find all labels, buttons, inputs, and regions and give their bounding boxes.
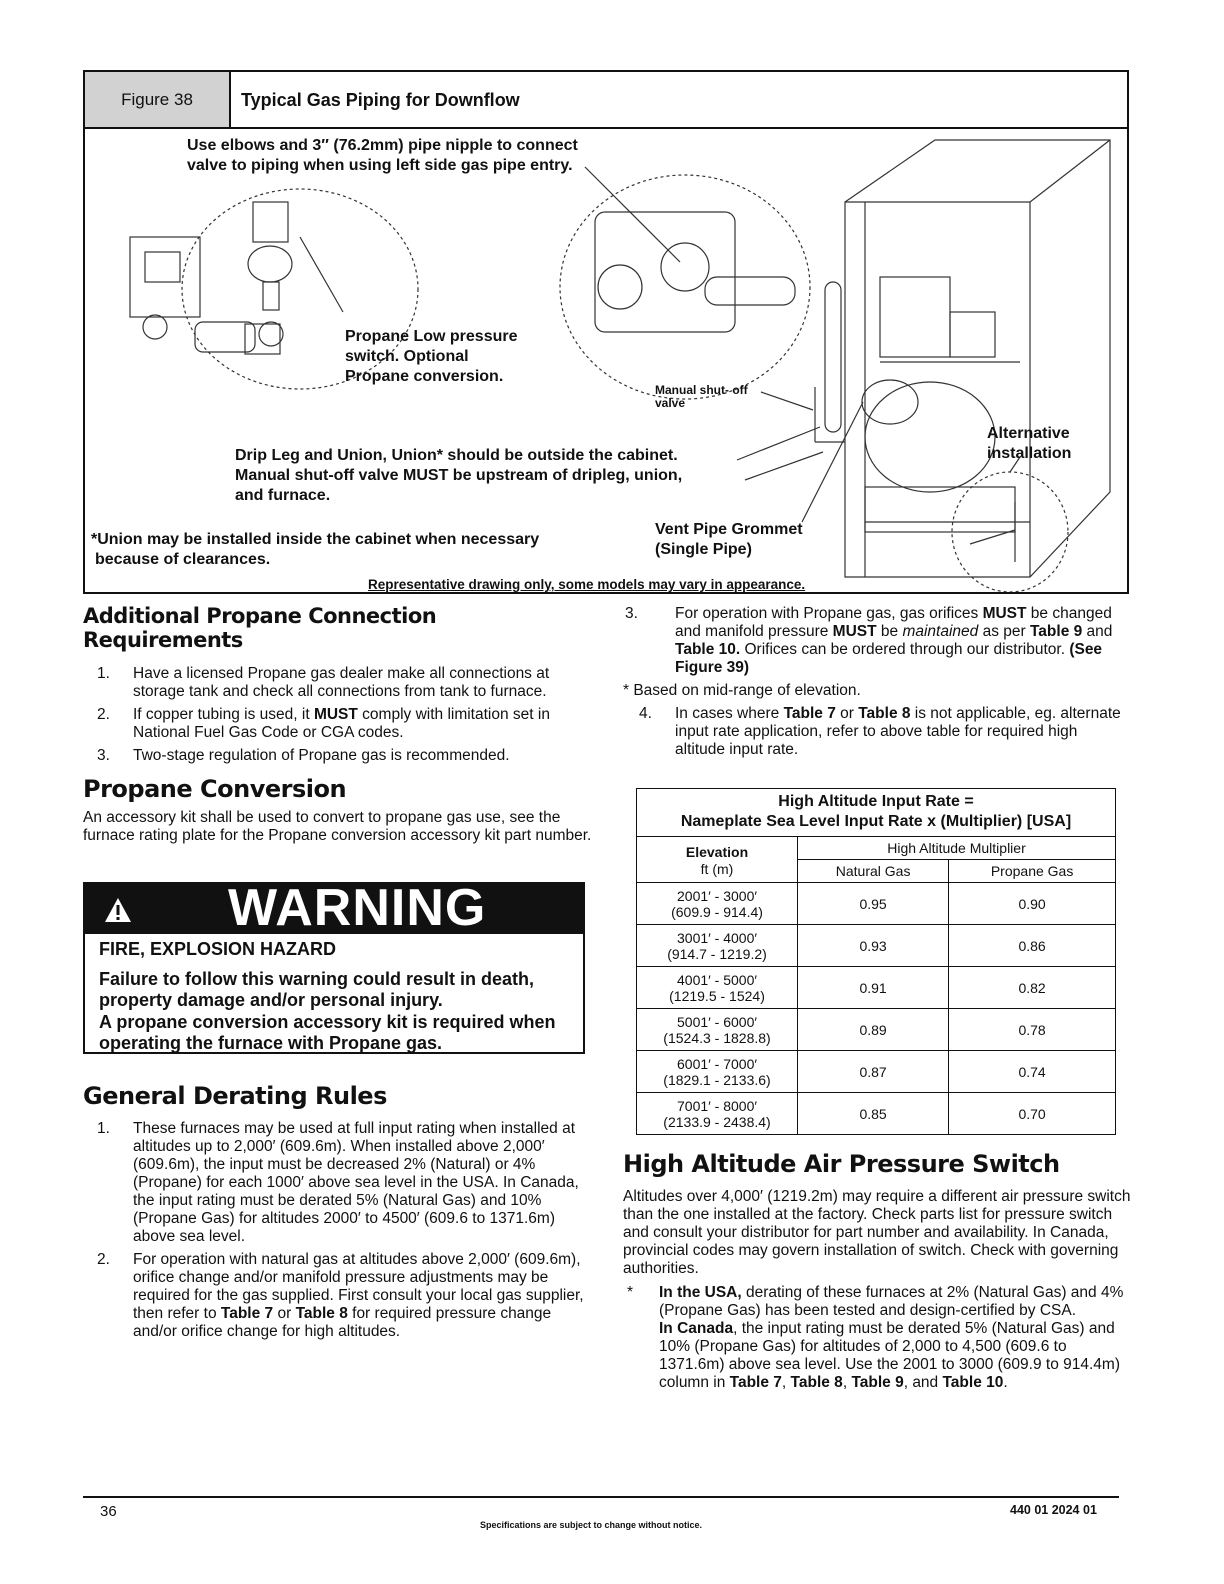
callout-manual-line2: valve [655,396,686,410]
header-elevation-line1: Elevation [685,844,749,860]
document-number: 440 01 2024 01 [1010,1503,1097,1517]
separator: , [781,1374,791,1391]
table-caption-line1: High Altitude Input Rate = [778,793,974,810]
header-propane-gas: Propane Gas [949,860,1116,883]
right-column-lower [623,1150,1131,1392]
table-ref: Table 8 [858,705,911,722]
cell-natural: 0.85 [798,1093,949,1135]
table-ref: Table 10. [675,641,741,658]
list-text: comply with limitation set in National Fuel Gas Code or CGA codes. [133,706,550,741]
list-text-italic: maintained [902,623,979,640]
high-altitude-table [636,788,1116,1135]
callout-alternative-line1: Alternative [987,425,1070,442]
heading-additional-propane: Additional Propane Connection Requirements [83,604,437,652]
list-item [83,1251,593,1341]
cell-natural: 0.89 [798,1009,949,1051]
table-ref: Table 10 [942,1374,1004,1391]
cell-elevation [637,967,798,1009]
footer-notice: Specifications are subject to change without notice. [480,1520,703,1530]
callout-drip-line2: Manual shut-off valve MUST be upstream of dripleg, union, [235,467,683,484]
separator: , [842,1374,852,1391]
canada-text: , the input rating must be derated 5% (Natural Gas) and 10% (Propane Gas) for altitudes of 2,000 to 4,500 (609.6 to 1371.6m) above sea level. Use the 2001 to 3000 (609.9 to 914.4m) column in [659,1320,1120,1391]
elevation-ft: 2001′ - 3000′ [677,887,757,904]
cell-propane: 0.82 [949,967,1116,1009]
table-row [637,967,1116,1009]
cell-elevation [637,925,798,967]
elevation-ft: 5001′ - 6000′ [677,1013,757,1030]
control-board [880,277,950,357]
list-text: be changed and manifold pressure [675,605,1112,640]
warning-hazard: FIRE, EXPLOSION HAZARD [99,939,337,959]
list-text: For operation with Propane gas, gas orifices [675,605,983,622]
callout-vent-line2: (Single Pipe) [655,541,752,558]
list-text: Two-stage regulation of Propane gas is recommended. [133,747,510,764]
elevation-ft: 4001′ - 5000′ [677,971,757,988]
cell-propane: 0.86 [949,925,1116,967]
list-text: In cases where [675,705,784,722]
cell-elevation [637,1093,798,1135]
elevation-m: (2133.9 - 2438.4) [663,1113,771,1130]
table-caption-line2: Nameplate Sea Level Input Rate x (Multiplier) [USA] [680,813,1072,830]
list-number: 2. [97,706,110,723]
list-item [623,705,1131,759]
blower [865,382,995,492]
elevation-ft: 7001′ - 8000′ [677,1097,757,1114]
list-text: These furnaces may be used at full input rating when installed at altitudes up to 2,000′ (609.6m). When installed above 2,000′ (609.6m), the input must be decreased 2% (Natural) or 4% (Propane) for each 1000′ above sea level in the USA. In Canada, the input rating must be derated 5% (Natural Gas) and 10% (Propane Gas) for altitudes 2000′ to 4500′ (609.6 to 1371.6m) above sea level. [133,1120,579,1245]
list-text: and [1082,623,1113,640]
table-ref: Table 7 [729,1374,782,1391]
callout-propane-line3: Propane conversion. [345,368,504,385]
right-column [623,605,1131,764]
list-text: is not applicable, eg. alternate input rate application, refer to above table for required high altitude input rate. [675,705,1121,758]
elevation-m: (1829.1 - 2133.6) [663,1071,771,1088]
elevation-m: (609.9 - 914.4) [671,903,763,920]
header-elevation-line2: ft (m) [700,861,734,877]
cell-elevation [637,883,798,925]
usa-text: derating of these furnaces at 2% (Natural Gas) and 4% (Propane Gas) has been tested and design-certified by CSA. [659,1284,1124,1319]
table-row [637,1009,1116,1051]
usa-label: In the USA, [659,1284,742,1301]
table-ref: Table 9 [851,1374,904,1391]
cell-natural: 0.91 [798,967,949,1009]
header-natural-gas: Natural Gas [798,860,949,883]
list-number: 1. [97,1120,110,1137]
table-ref: Table 8 [295,1305,348,1322]
cell-propane: 0.78 [949,1009,1116,1051]
table-ref: Table 8 [790,1374,843,1391]
list-number: 2. [97,1251,110,1268]
callout-manual-line1: Manual shut- off [655,383,748,397]
warning-word: WARNING [228,879,487,937]
heading-general-derating: General Derating Rules [83,1082,387,1110]
table-ref: Table 7 [220,1305,274,1322]
figure-38 [83,70,1129,594]
table-row [637,883,1116,925]
warning-consequence: Failure to follow this warning could result in death, property damage and/or personal injury. [99,969,535,1010]
callout-elbows-line1: Use elbows and 3″ (76.2mm) pipe nipple to connect [187,137,578,154]
heading-propane-conversion: Propane Conversion [83,775,347,803]
figure-title: Typical Gas Piping for Downflow [241,90,520,110]
list-text: For operation with natural gas at altitudes above 2,000′ (609.6m), orifice change and/or manifold pressure adjustments may be required for the gas supplied. First consult your local gas supplier, then refer to [133,1251,584,1322]
callout-drip-line1: Drip Leg and Union, Union* should be outside the cabinet. [235,447,678,464]
list-text: or [273,1305,296,1322]
cell-elevation [637,1009,798,1051]
note-asterisk: * [627,1284,634,1301]
cell-propane: 0.74 [949,1051,1116,1093]
canada-label: In Canada [659,1320,734,1337]
list-text: as per [978,623,1030,640]
elevation-m: (1524.3 - 1828.8) [663,1029,771,1046]
list-item [83,706,593,742]
pressure-switch-drawing [248,246,292,282]
list-text-bold: MUST [313,706,358,723]
warning-box [83,879,585,1054]
callout-union-line2: because of clearances. [95,551,271,568]
cell-propane: 0.70 [949,1093,1116,1135]
list-number: 3. [97,747,110,764]
propane-list-continued [623,605,1131,677]
table-row [637,1093,1116,1135]
separator: . [1003,1374,1008,1391]
left-column [83,604,593,845]
callout-drip-line3: and furnace. [235,487,331,504]
elevation-m: (914.7 - 1219.2) [667,945,767,962]
cell-natural: 0.93 [798,925,949,967]
list-text: for required pressure change and/or orifice change for high altitudes. [133,1305,552,1340]
propane-list-item4 [623,705,1131,759]
separator: , and [903,1374,943,1391]
callout-elbows-line2: valve to piping when using left side gas pipe entry. [187,157,573,174]
callout-propane-line1: Propane Low pressure [345,328,518,345]
figure-ref: (See Figure 39) [675,641,1103,676]
list-number: 3. [625,605,638,622]
callout-alternative-line2: installation [987,445,1072,462]
list-item [83,665,593,701]
list-text: be [876,623,903,640]
table-ref: Table 7 [783,705,836,722]
list-number: 4. [639,705,652,722]
derating-list [83,1120,593,1341]
callout-propane-line2: switch. Optional [345,348,469,365]
elevation-ft: 6001′ - 7000′ [677,1055,757,1072]
heading-pressure-switch: High Altitude Air Pressure Switch [623,1150,1060,1178]
table-row [637,1051,1116,1093]
cell-propane: 0.90 [949,883,1116,925]
header-multiplier: High Altitude Multiplier [798,837,1116,860]
list-text-bold: MUST [982,605,1027,622]
table-caption [637,789,1116,837]
warning-header-bar [85,879,583,937]
mid-range-note: * Based on mid-range of elevation. [623,682,861,699]
furnace-cabinet [845,140,1110,577]
figure-label: Figure 38 [85,72,231,129]
table-ref: Table 9 [1029,623,1083,640]
list-text: If copper tubing is used, it [133,706,314,723]
table-row [637,925,1116,967]
cell-natural: 0.95 [798,883,949,925]
list-item [623,605,1131,677]
cell-elevation [637,1051,798,1093]
canada-note [659,1320,1131,1392]
conversion-text: An accessory kit shall be used to convert to propane gas use, see the furnace rating plate for the Propane conversion accessory kit part number. [83,809,592,844]
page-number: 36 [100,1503,117,1520]
elevation-m: (1219.5 - 1524) [669,987,765,1004]
figure-footnote: Representative drawing only, some models may vary in appearance. [368,577,806,592]
callout-vent-line1: Vent Pipe Grommet [655,521,803,538]
elevation-ft: 3001′ - 4000′ [677,929,757,946]
warning-instruction: A propane conversion accessory kit is required when operating the furnace with Propane gas. [99,1012,556,1053]
additional-requirements-list [83,665,593,765]
pressure-switch-text: Altitudes over 4,000′ (1219.2m) may require a different air pressure switch than the one installed at the factory. Check parts list for pressure switch and consult your distributor for part number and availability. In Canada, provincial codes may govern installation of switch. Check with governing authorities. [623,1188,1131,1277]
list-text-bold: MUST [832,623,877,640]
usa-canada-note [623,1284,1131,1392]
usa-note [659,1284,1131,1320]
cell-natural: 0.87 [798,1051,949,1093]
list-text: Have a licensed Propane gas dealer make all connections at storage tank and check all connections from tank to furnace. [133,665,550,700]
left-column-lower [83,1082,593,1346]
list-text: or [835,705,859,722]
footer-rule [83,1496,1119,1498]
callout-union-line1: *Union may be installed inside the cabinet when necessary [91,531,540,548]
list-item [83,747,593,765]
list-item [83,1120,593,1246]
valve-body-left [130,237,200,317]
header-elevation [637,837,798,883]
list-text: Orifices can be ordered through our distributor. [740,641,1070,658]
list-number: 1. [97,665,110,682]
warning-triangle-icon [103,896,133,924]
